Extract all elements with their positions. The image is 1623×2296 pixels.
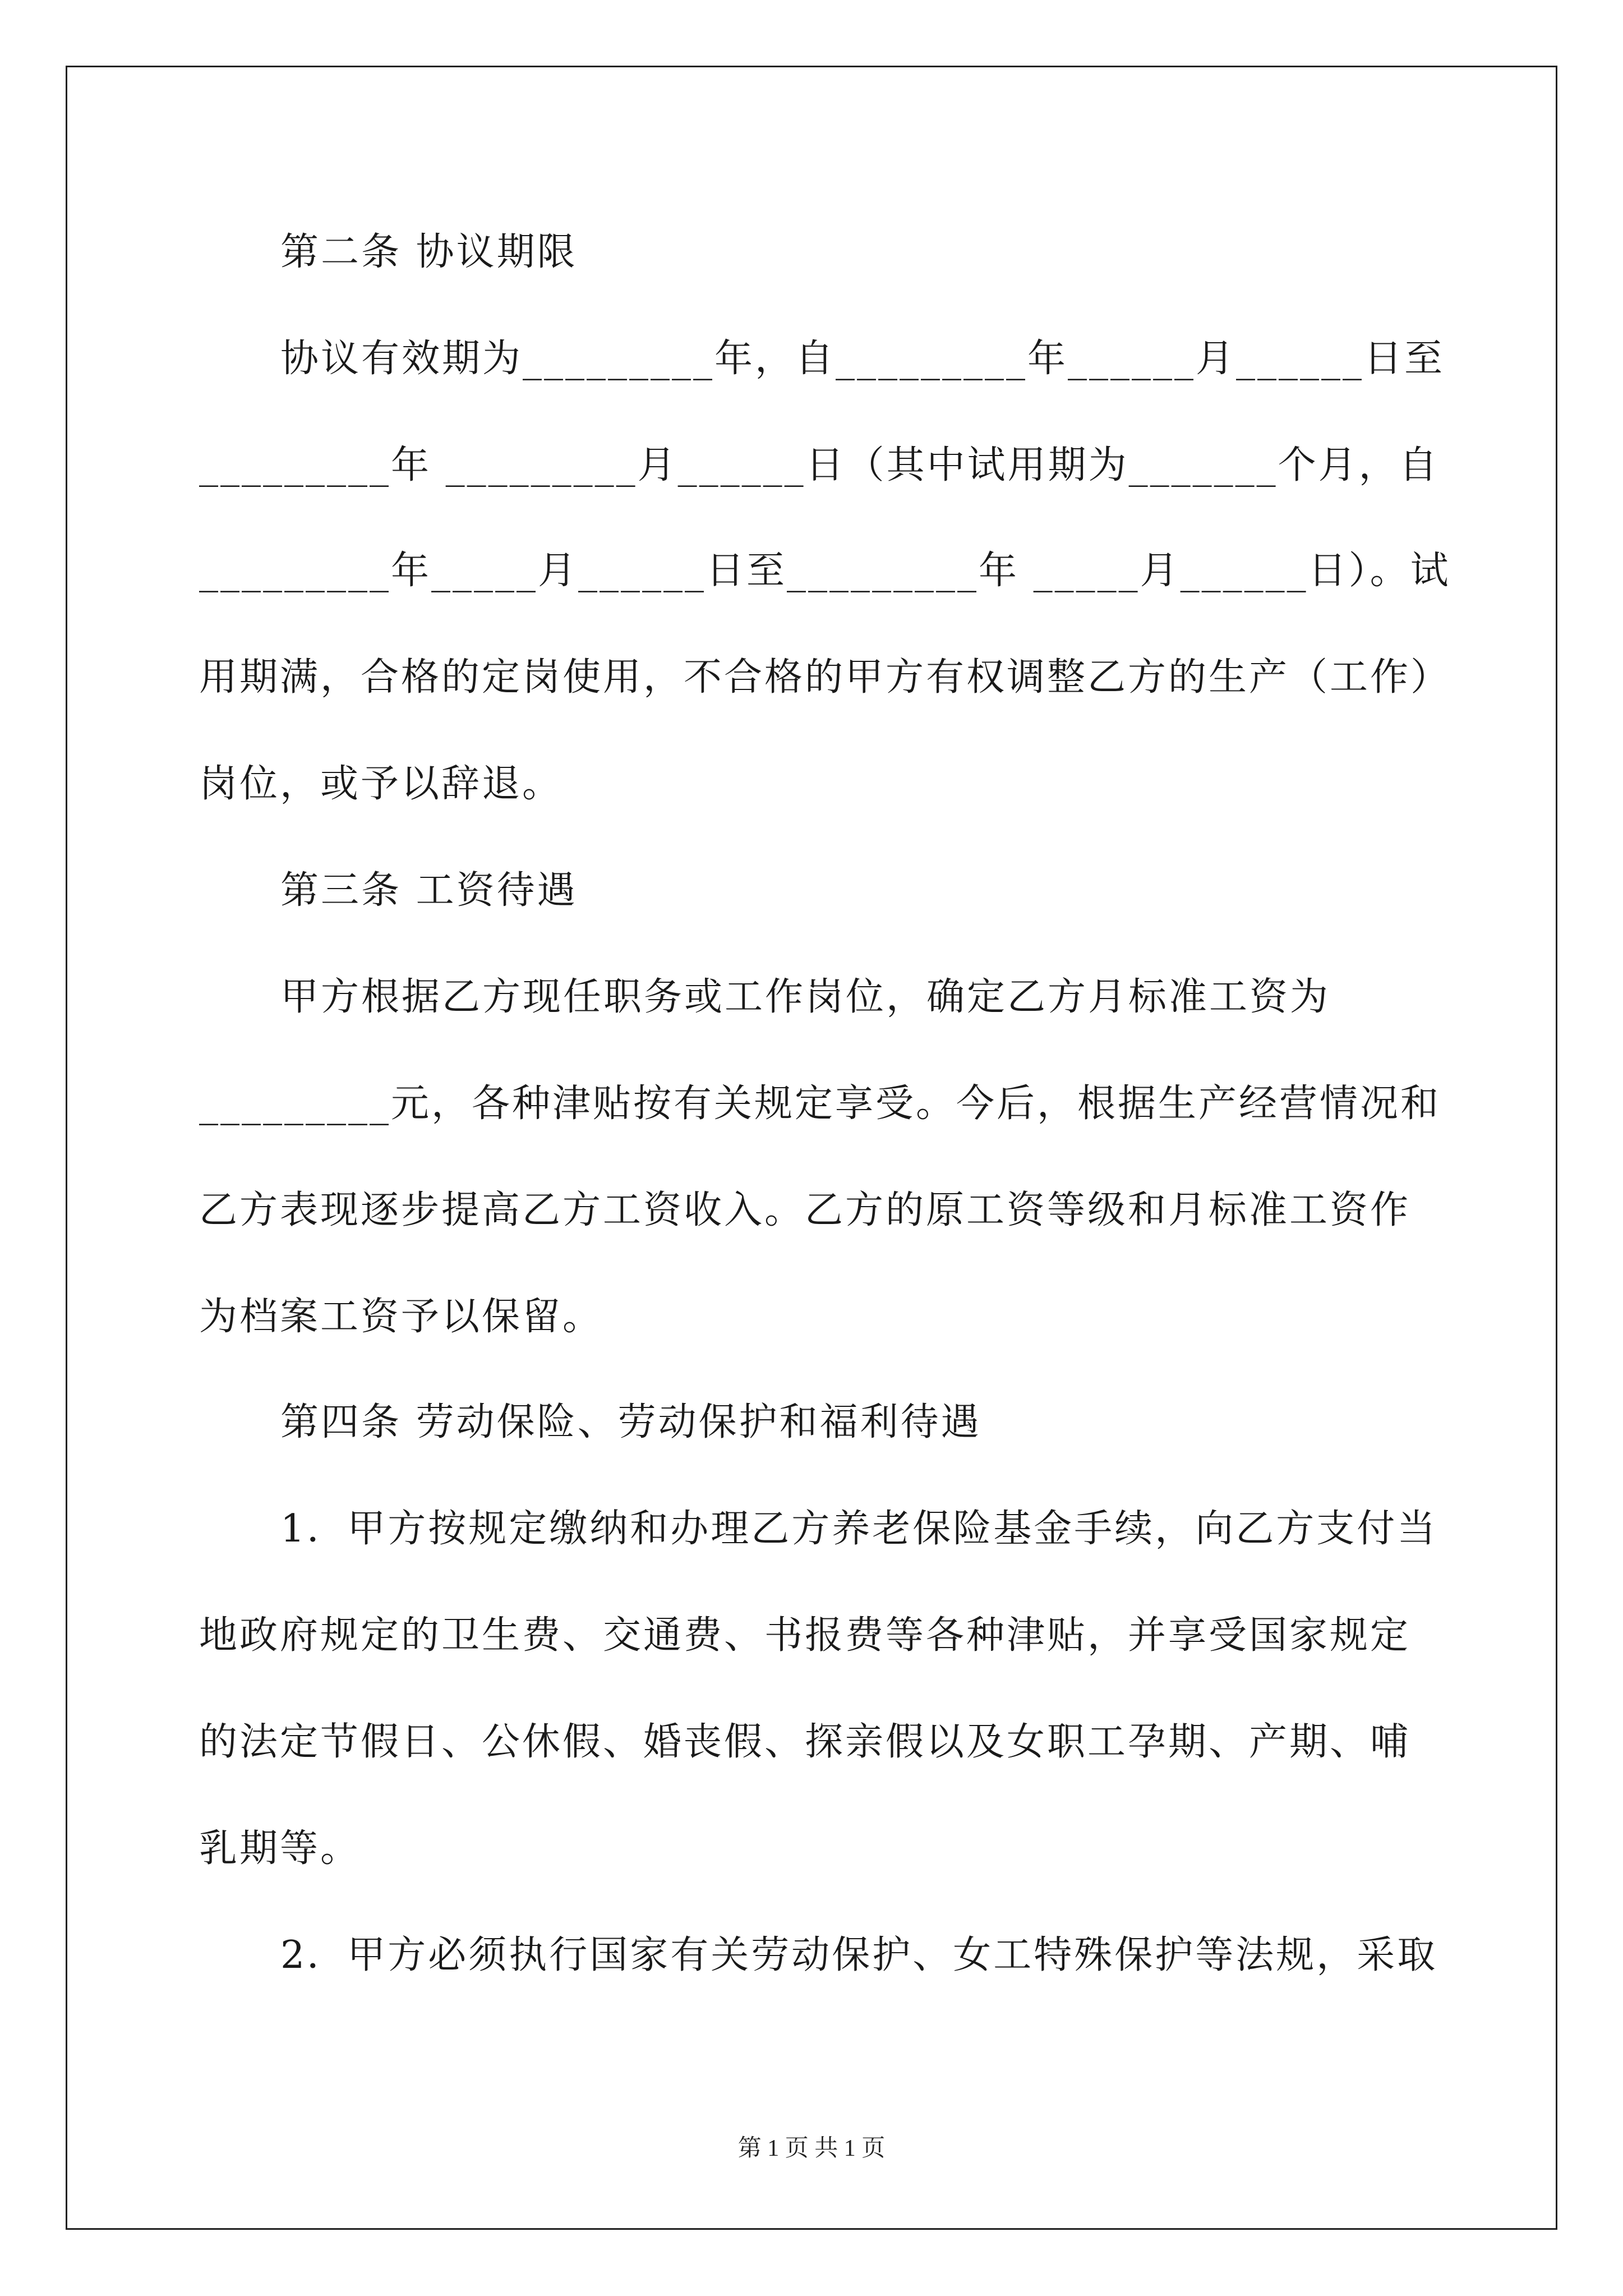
paragraph-line: _________元，各种津贴按有关规定享受。今后，根据生产经营情况和 <box>199 1082 1441 1126</box>
paragraph-line: 协议有效期为_________年，自_________年______月______日至 <box>280 337 1445 381</box>
paragraph-line: 为档案工资予以保留。 <box>199 1295 603 1339</box>
paragraph-line: 1．甲方按规定缴纳和办理乙方养老保险基金手续，向乙方支付当 <box>280 1507 1438 1551</box>
paragraph-line: 2．甲方必须执行国家有关劳动保护、女工特殊保护等法规，采取 <box>280 1933 1438 1977</box>
paragraph-line: 用期满，合格的定岗使用，不合格的甲方有权调整乙方的生产（工作） <box>199 655 1451 700</box>
page-number-footer: 第 1 页 共 1 页 <box>737 2136 886 2161</box>
article-2-heading: 第二条 协议期限 <box>280 230 578 274</box>
article-3-heading: 第三条 工资待遇 <box>280 868 578 913</box>
article-4-heading: 第四条 劳动保险、劳动保护和福利待遇 <box>280 1400 981 1444</box>
page-border <box>66 66 1557 2230</box>
paragraph-line: 地政府规定的卫生费、交通费、书报费等各种津贴，并享受国家规定 <box>199 1613 1411 1658</box>
paragraph-line: 甲方根据乙方现任职务或工作岗位，确定乙方月标准工资为 <box>280 975 1331 1019</box>
paragraph-line: _________年 _________月______日（其中试用期为_______个月，自 <box>199 443 1440 487</box>
paragraph-line: 的法定节假日、公休假、婚丧假、探亲假以及女职工孕期、产期、哺 <box>199 1720 1411 1764</box>
paragraph-line: 乳期等。 <box>199 1826 361 1871</box>
paragraph-line: _________年_____月______日至_________年 _____月______日）。试 <box>199 549 1451 593</box>
paragraph-line: 乙方表现逐步提高乙方工资收入。乙方的原工资等级和月标准工资作 <box>199 1188 1411 1232</box>
paragraph-line: 岗位，或予以辞退。 <box>199 762 563 806</box>
